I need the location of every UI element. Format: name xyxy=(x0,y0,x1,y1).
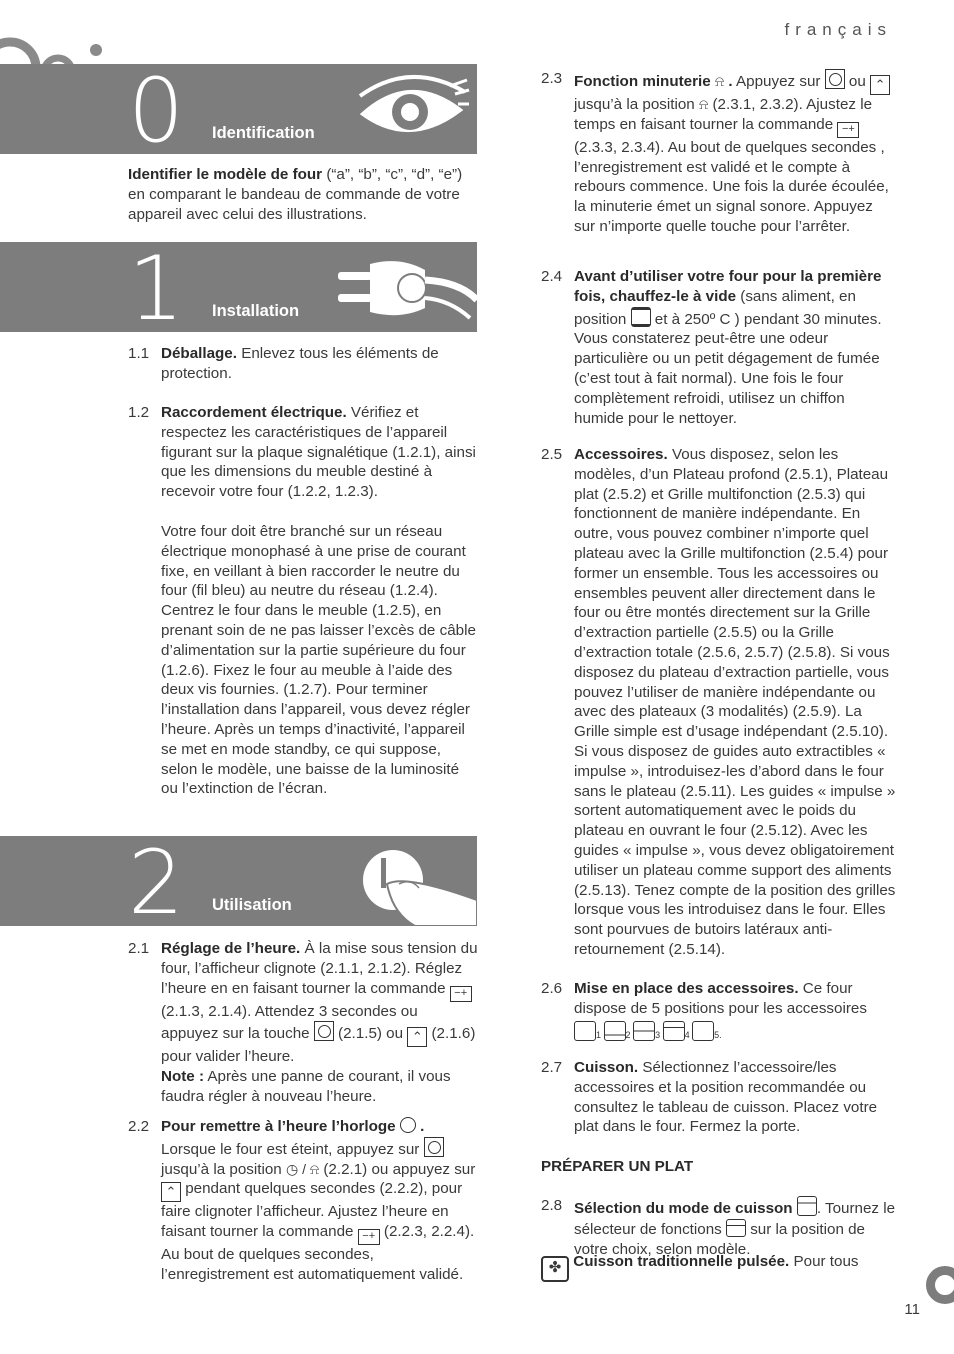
oven-top-bottom-heat-icon xyxy=(631,307,651,327)
section-number: 1 xyxy=(128,242,184,332)
clock-button-icon xyxy=(424,1137,444,1157)
item-2-1: 2.1 Réglage de l’heure. À la mise sous tension du four, l’afficheur clignote (2.1.1, 2.1.2). Réglez l’heure en en faisant tourner la commande −+ (2.1.3, 2.1.4). Attendez 3 secondes ou appuyez sur la touche (2.1.5) ou ⌃ (2.1.6) pour valider l’heure. Note : Après une panne de courant, il vous faudra régler à nouveau l’heure. xyxy=(128,940,478,1105)
shelf-position-3-icon xyxy=(633,1021,655,1041)
decorative-circle xyxy=(926,1266,954,1304)
shelf-position-5-icon xyxy=(692,1021,714,1041)
item-1-2: 1.2 Raccordement électrique. Vérifiez et respectez les caractéristiques de l’appareil figurant sur la plaque signalétique (1.2.1), ainsi que les dimensions du meuble destiné à recevoir votre four (1.2.2, 1.2.3). Votre four doit être branché sur un réseau électrique monophasé à une prise de courant fixe, en veillant à bien raccorder le neutre du four (fil bleu) au neutre du réseau (1.2.4). Centrez le four dans le meuble (1.2.5), en prenant soin de ne pas laisser l’excès de câble d’alimentation sur la partie supérieure du four (1.2.6). Fixez le four au meuble à l’aide des deux vis fournies. (1.2.7). Pour terminer l’installation dans l’appareil, vous devez régler l’heure. Après un temps d’inactivité, l’appareil se met en mode standby, ce qui suppose, selon le modèle, une baisse de la luminosité ou l’extinction de l’écran. xyxy=(128,404,476,798)
item-2-7: 2.7 Cuisson. Sélectionnez l’accessoire/les accessoires et la position recommandée ou consultez le tableau de cuisson. Placez votre plat dans le four. Fermez la porte. xyxy=(541,1059,878,1136)
bell-icon: ⍾ xyxy=(714,73,725,89)
item-2-2: 2.2 Pour remettre à l’heure l’horloge . Lorsque le four est éteint, appuyez sur jusqu’à la position ◷ / ⍾ (2.2.1) ou appuyez sur ⌃ pendant quelques secondes (2.2.2), pour faire clignoter l’afficheur. Ajustez l’heure en faisant tourner la commande −+ (2.2.3, 2.2.4). Au bout de quelques secondes, l’enregistrement est automatiquement validé. xyxy=(128,1118,476,1283)
section-title: Utilisation xyxy=(212,896,292,915)
decorative-bubbles xyxy=(0,22,110,68)
knob-minus-plus-icon: −+ xyxy=(450,986,472,1002)
item-2-4: 2.4 Avant d’utiliser votre four pour la première fois, chauffez-le à vide (sans aliment, en position et à 250º C ) pendant 30 minutes. Vous constaterez peut-être une odeur particulière ou un petit dégagement de fumée (c’est tout à fait normal). Une fois le four complètement refroidi, utilisez un chiffon humide pour le nettoyer. xyxy=(541,268,882,427)
page-number: 11 xyxy=(904,1301,920,1318)
identification-text: Identifier le modèle de four (“a”, “b”, “c”, “d”, “e”) en comparant le bandeau de commande de votre appareil avec celui des illustrations. xyxy=(128,166,463,223)
clock-bell-icon: ◷ / ⍾ xyxy=(285,1160,320,1177)
function-selector-icon xyxy=(797,1196,817,1216)
section-2-band xyxy=(0,836,477,926)
section-title: Installation xyxy=(212,302,300,321)
touch-finger-icon xyxy=(355,844,477,926)
item-2-8-sub: ✤ Cuisson traditionnelle pulsée. Pour tous xyxy=(541,1252,896,1282)
prep-heading: PRÉPARER UN PLAT xyxy=(541,1158,694,1175)
shelf-position-1-icon xyxy=(574,1021,596,1041)
bell-icon: ⍾ xyxy=(698,96,709,112)
item-2-8: 2.8 Sélection du mode de cuisson . Tournez le sélecteur de fonctions sur la position de votre choix, selon modèle. xyxy=(541,1197,896,1258)
clock-button-icon xyxy=(314,1021,334,1041)
plug-icon xyxy=(330,256,477,326)
knob-minus-plus-icon: −+ xyxy=(358,1229,380,1245)
shelf-position-2-icon xyxy=(604,1021,626,1041)
section-title: Identification xyxy=(212,124,315,143)
section-number: 0 xyxy=(128,64,184,154)
fan-heat-icon: ✤ xyxy=(541,1256,569,1282)
item-2-6: 2.6 Mise en place des accessoires. Ce four dispose de 5 positions pour les accessoires 1 2 3 4 5. xyxy=(541,980,867,1040)
chevron-up-button-icon: ⌃ xyxy=(407,1027,427,1047)
eye-icon xyxy=(355,74,470,144)
language-label: français xyxy=(784,20,892,39)
section-1-band xyxy=(0,242,477,332)
item-1-1: 1.1 Déballage. Enlevez tous les éléments de protection. xyxy=(128,345,439,382)
section-0-band xyxy=(0,64,477,154)
item-2-5: 2.5 Accessoires. Vous disposez, selon les modèles, d’un Plateau profond (2.5.1), Plateau plat (2.5.2) et Grille multifonction (2.5.3) qui fonctionnent de manière indépendante. En outre, vous pouvez combiner n’importe quel plateau avec la Grille multifonction (2.5.4) pour former un ensemble. Tous les accessoires ou ensembles peuvent aller directement dans le four ou être montés directement sur la Grille d’extraction partielle (2.5.5) ou la Grille d’extraction totale (2.5.6, 2.5.7) (2.5.8). Si vous disposez du plateau d’extraction partielle, vous pouvez l’utiliser de manière indépendante ou avec des plateaux (3 modalités) (2.5.9). La Grille simple est d’usage indépendant (2.5.10). Si vous disposez de guides auto extractibles « impulse », introduisez-les d’abord dans le four sans le plateau (2.5.11). Les guides « impulse » sortent automatiquement avec le poids du plateau en ouvrant le four (2.5.12). Avec les guides « impulse », vous devez obligatoirement utiliser un plateau comme support des aliments (2.5.13). Tenez compte de la position des grilles lorsque vous les introduisez dans le four. Elles sont pourvues de butoirs latéraux anti-retournement (2.5.14). xyxy=(541,446,896,958)
knob-minus-plus-icon: −+ xyxy=(837,122,859,138)
shelf-position-4-icon xyxy=(663,1021,685,1041)
chevron-up-button-icon: ⌃ xyxy=(870,75,890,95)
chevron-up-button-icon: ⌃ xyxy=(161,1182,181,1202)
section-number: 2 xyxy=(128,836,184,926)
item-2-3: 2.3 Fonction minuterie ⍾ . Appuyez sur ou ⌃ jusqu’à la position ⍾ (2.3.1, 2.3.2). Ajustez le temps en faisant tourner la commande −+ (2.3.3, 2.3.4). Au bout de quelques secondes , l’enregistrement est validé et le compte à rebours commence. Une fois la durée écoulée, la minuterie émet un signal sonore. Appuyez sur n’importe quelle touche pour l’arrêter. xyxy=(541,70,889,235)
clock-icon xyxy=(400,1117,416,1133)
clock-button-icon xyxy=(825,69,845,89)
function-selector-icon xyxy=(726,1219,746,1237)
